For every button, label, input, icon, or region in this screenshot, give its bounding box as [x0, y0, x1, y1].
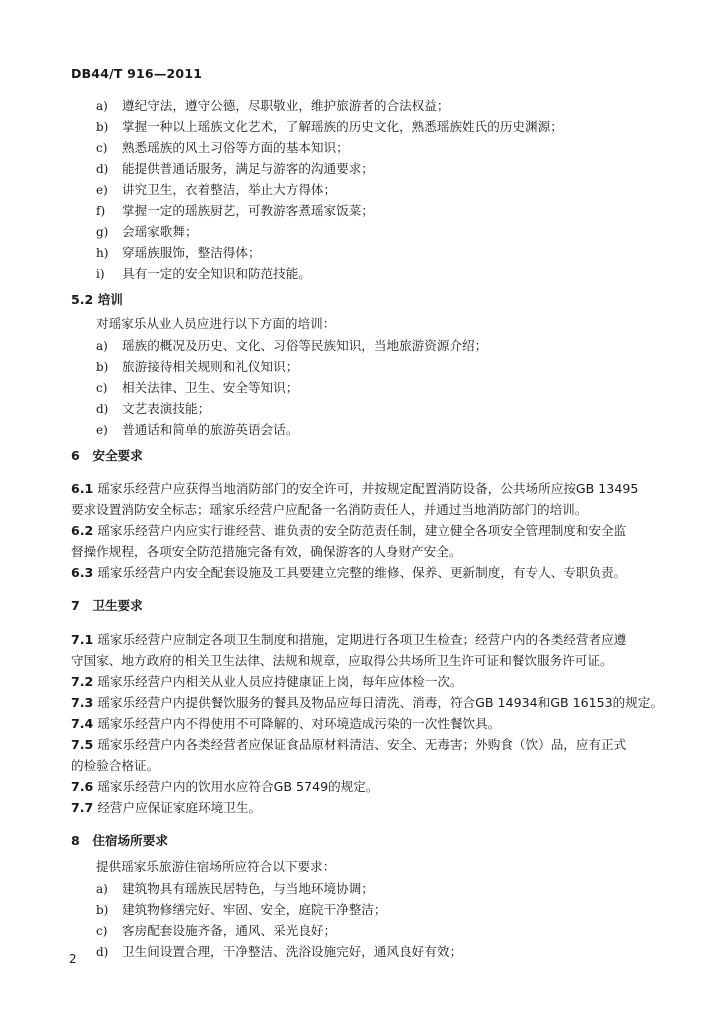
clause-text: 督操作规程，各项安全防范措施完备有效，确保游客的人身财产安全。 — [71, 544, 462, 559]
section-intro: 对瑶家乐从业人员应进行以下方面的培训： — [96, 316, 336, 331]
list-item: 瑶族的概况及历史、文化、习俗等民族知识，当地旅游资源介绍； — [122, 338, 488, 353]
list-item: 具有一定的安全知识和防范技能。 — [122, 266, 311, 281]
clause-number: 7.4 — [71, 716, 94, 731]
list-item-label: e) — [96, 423, 108, 437]
section-heading-8: 8 住宿场所要求 — [71, 833, 168, 848]
list-item: 会瑶家歌舞； — [122, 224, 198, 239]
list-item-label: c) — [96, 924, 108, 938]
list-item-label: d) — [96, 945, 109, 959]
clause-text: 的检验合格证。 — [71, 758, 160, 773]
clause-number: 7.5 — [71, 737, 94, 752]
list-item-label: c) — [96, 381, 108, 395]
list-item: 遵纪守法，遵守公德，尽职敬业，维护旅游者的合法权益； — [122, 98, 450, 113]
list-item: 讲究卫生，衣着整洁，举止大方得体； — [122, 182, 337, 197]
list-item: 建筑物具有瑶族民居特色，与当地环境协调； — [122, 881, 374, 896]
list-item-label: a) — [96, 339, 108, 353]
clause-text: 经营户应保证家庭环境卫生。 — [97, 800, 262, 815]
clause-text: 瑶家乐经营户内安全配套设施及工具要建立完整的维修、保养、更新制度，有专人、专职负责。 — [97, 565, 627, 580]
clause-text: 守国家、地方政府的相关卫生法律、法规和规章，应取得公共场所卫生许可证和餐饮服务许可证。 — [71, 653, 613, 668]
list-item-label: b) — [96, 903, 109, 917]
page-number: 2 — [69, 952, 77, 966]
clause-text: 瑶家乐经营户内相关从业人员应持健康证上岗，每年应体检一次。 — [97, 674, 463, 689]
list-item: 卫生间设置合理，干净整洁、洗浴设施完好，通风良好有效； — [122, 944, 463, 959]
clause-text: 瑶家乐经营户应制定各项卫生制度和措施，定期进行各项卫生检查；经营户内的各类经营者应遵 — [97, 632, 627, 647]
list-item-label: a) — [96, 99, 108, 113]
list-item-label: h) — [96, 246, 109, 260]
list-item-label: b) — [96, 360, 109, 374]
clause-number: 7.3 — [71, 695, 94, 710]
list-item-label: i) — [96, 267, 105, 281]
document-code: DB44/T 916—2011 — [71, 66, 203, 81]
clause-text: 瑶家乐经营户内各类经营者应保证食品原材料清洁、安全、无毒害；外购食（饮）品，应有正式 — [97, 737, 627, 752]
list-item-label: a) — [96, 882, 108, 896]
list-item: 相关法律、卫生、安全等知识； — [122, 380, 299, 395]
list-item: 能提供普通话服务，满足与游客的沟通要求； — [122, 161, 374, 176]
list-item: 熟悉瑶族的风土习俗等方面的基本知识； — [122, 140, 349, 155]
list-item-label: c) — [96, 141, 108, 155]
clause-number: 7.1 — [71, 632, 94, 647]
clause-text: 瑶家乐经营户应获得当地消防部门的安全许可，并按规定配置消防设备，公共场所应按GB 13495 — [97, 481, 639, 496]
clause-number: 7.2 — [71, 674, 94, 689]
section-heading-7: 7 卫生要求 — [71, 598, 143, 613]
section-intro: 提供瑶家乐旅游住宿场所应符合以下要求： — [96, 859, 336, 874]
clause-text: 要求设置消防安全标志；瑶家乐经营户应配备一名消防责任人，并通过当地消防部门的培训。 — [71, 502, 588, 517]
list-item: 旅游接待相关规则和礼仪知识； — [122, 359, 299, 374]
list-item-label: g) — [96, 225, 109, 239]
section-heading-5-2: 5.2 培训 — [71, 292, 123, 307]
clause-text: 瑶家乐经营户内不得使用不可降解的、对环境造成污染的一次性餐饮具。 — [97, 716, 501, 731]
clause-text: 瑶家乐经营户内的饮用水应符合GB 5749的规定。 — [97, 779, 379, 794]
clause-text: 瑶家乐经营户内应实行谁经营、谁负责的安全防范责任制，建立健全各项安全管理制度和安全监 — [97, 523, 627, 538]
clause-number: 6.1 — [71, 481, 94, 496]
list-item-label: d) — [96, 162, 109, 176]
clause-number: 7.6 — [71, 779, 94, 794]
clause-number: 6.3 — [71, 565, 94, 580]
clause-number: 7.7 — [71, 800, 94, 815]
list-item: 掌握一定的瑶族厨艺，可教游客煮瑶家饭菜； — [122, 203, 374, 218]
list-item: 客房配套设施齐备，通风、采光良好； — [122, 923, 337, 938]
list-item: 穿瑶族服饰，整洁得体； — [122, 245, 261, 260]
list-item: 普通话和简单的旅游英语会话。 — [122, 422, 299, 437]
list-item: 建筑物修缮完好、牢固、安全，庭院干净整洁； — [122, 902, 387, 917]
clause-number: 6.2 — [71, 523, 94, 538]
list-item-label: b) — [96, 120, 109, 134]
list-item-label: d) — [96, 402, 109, 416]
list-item-label: e) — [96, 183, 108, 197]
list-item: 掌握一种以上瑶族文化艺术，了解瑶族的历史文化，熟悉瑶族姓氏的历史渊源； — [122, 119, 563, 134]
list-item: 文艺表演技能； — [122, 401, 211, 416]
section-heading-6: 6 安全要求 — [71, 448, 143, 463]
list-item-label: f) — [96, 204, 106, 218]
clause-text: 瑶家乐经营户内提供餐饮服务的餐具及物品应每日清洗、消毒，符合GB 14934和GB 16153的规定。 — [97, 695, 664, 710]
